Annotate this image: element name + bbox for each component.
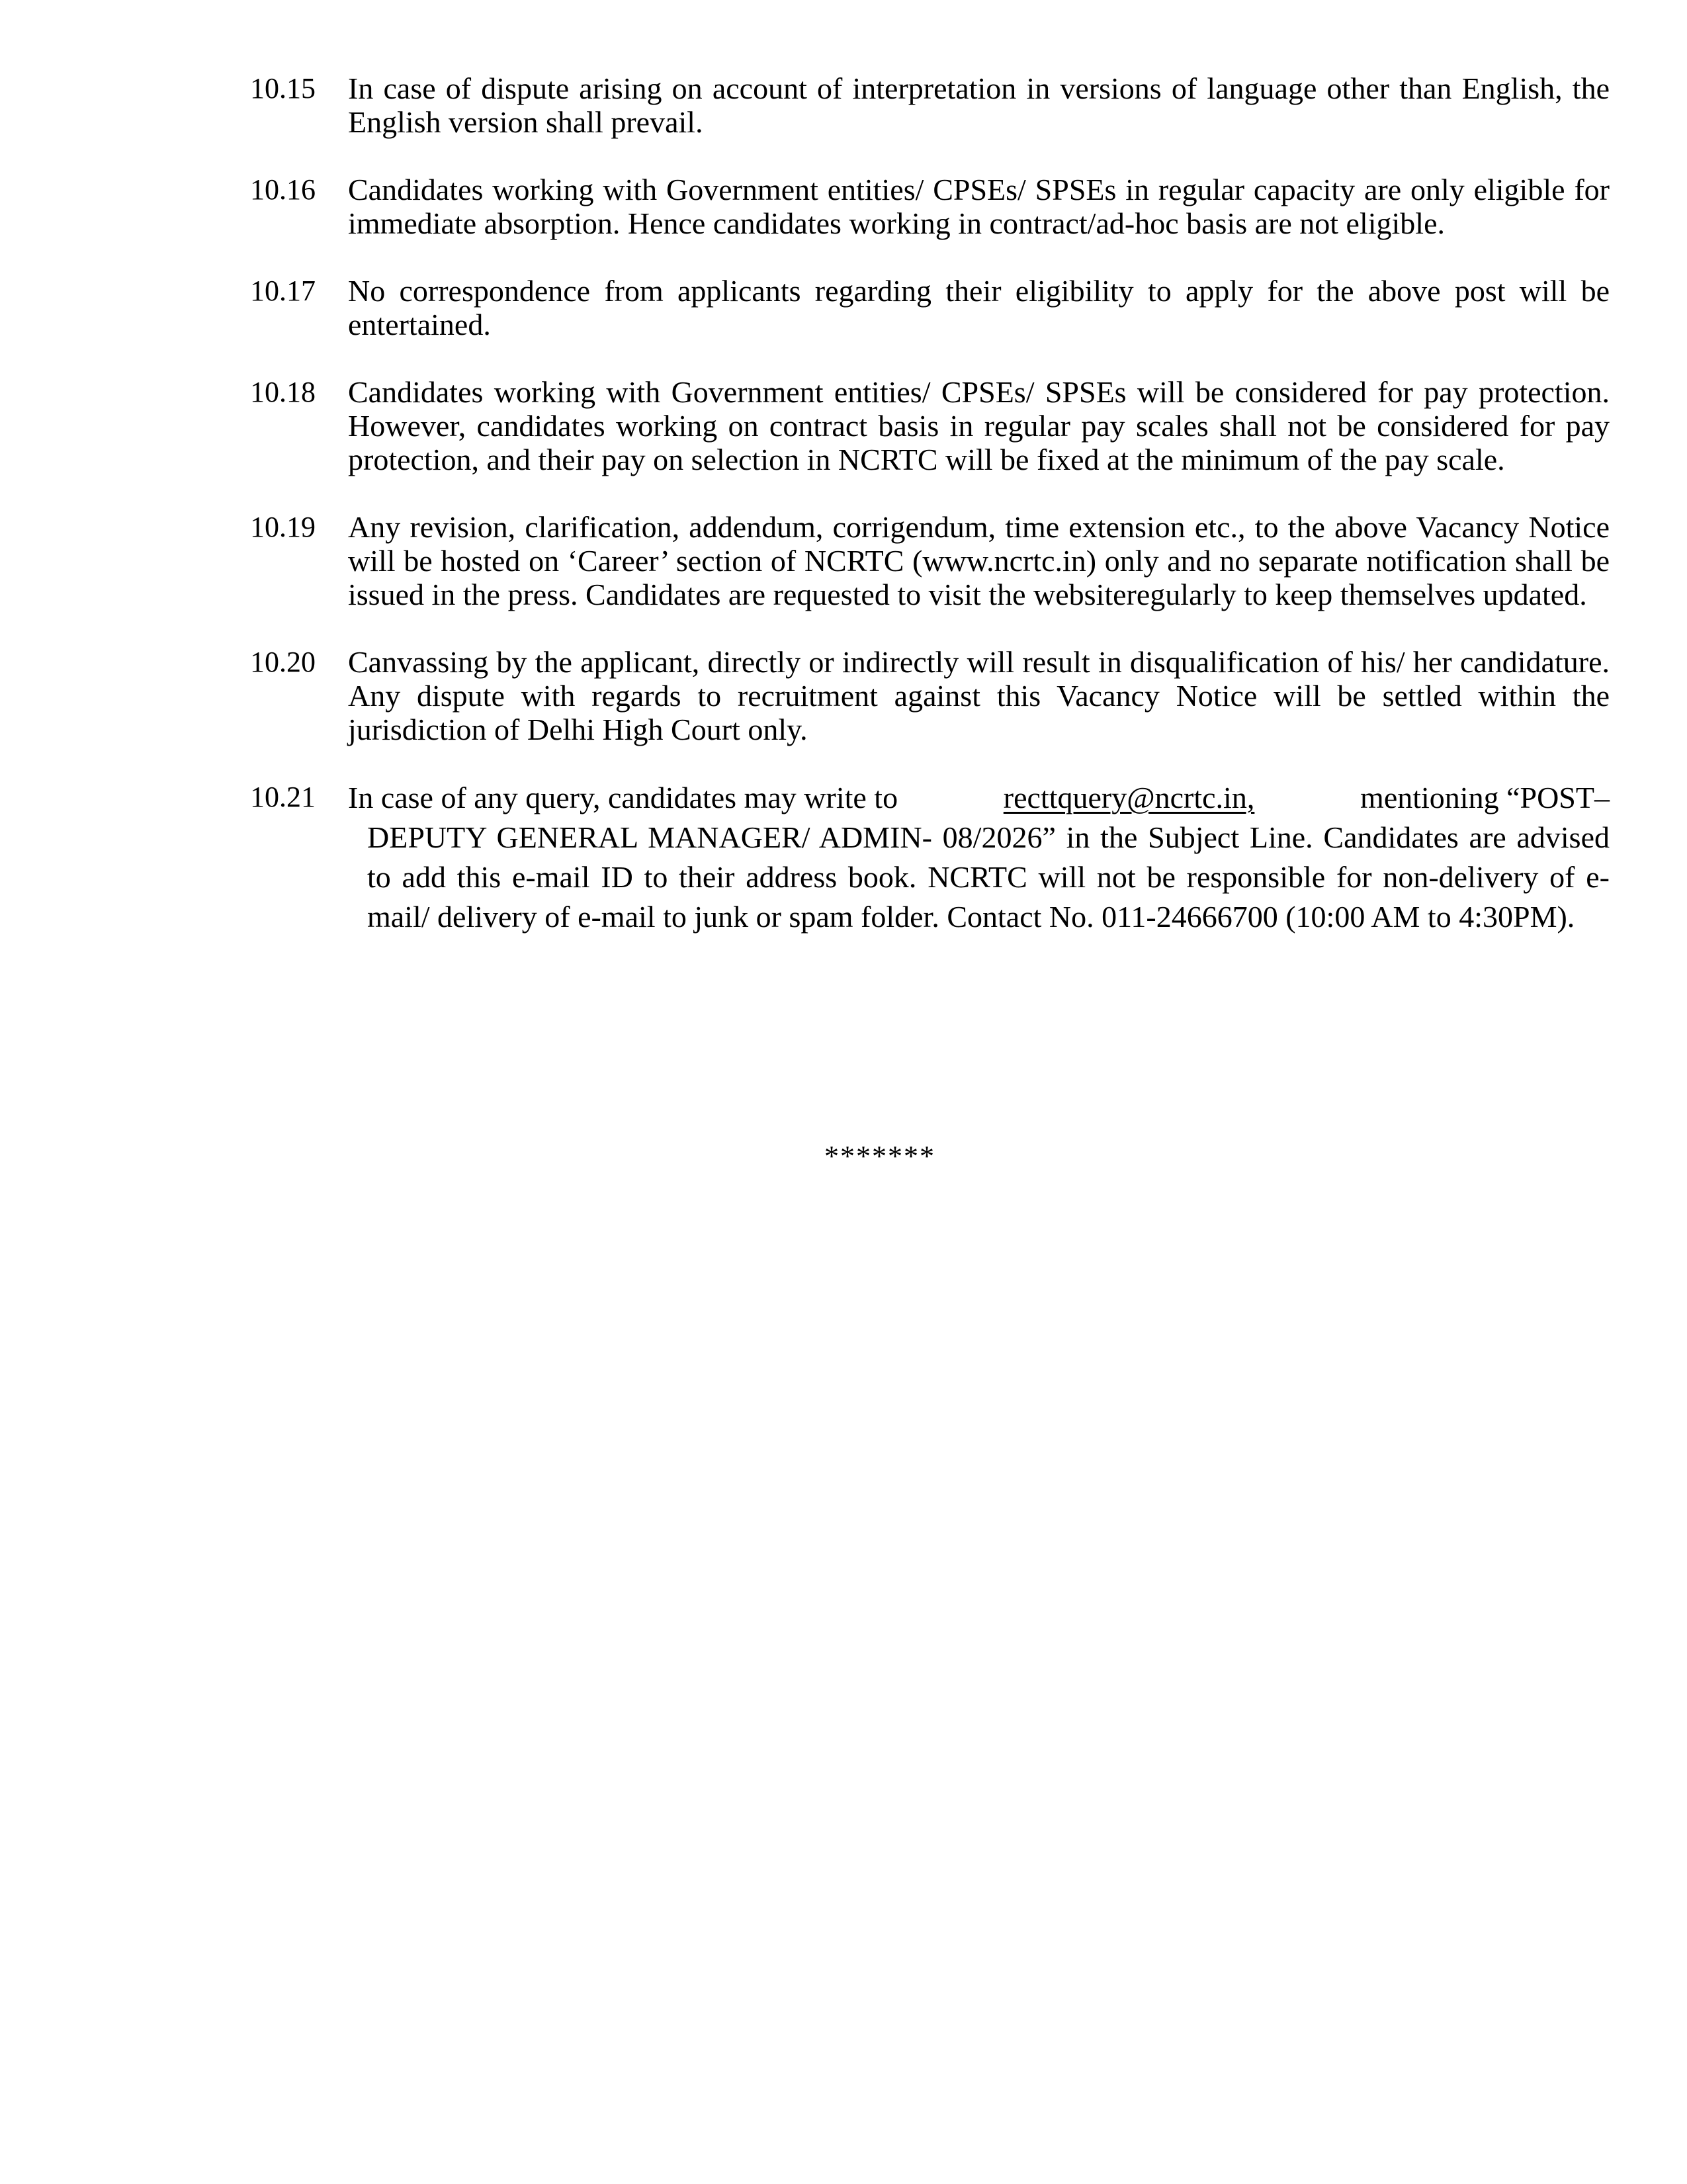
clause-text: Canvassing by the applicant, directly or indirectly will result in disqualification of his/ her candidature. Any dispute with regards to recruitment against this Vacancy Notice will be settled within the jurisdiction of Delhi High Court only. xyxy=(348,645,1610,746)
clause-number: 10.15 xyxy=(250,72,316,105)
clause-10-17 xyxy=(250,274,1610,341)
clause-text: In case of dispute arising on account of interpretation in versions of language other than English, the English version shall prevail. xyxy=(348,71,1610,139)
clause-text xyxy=(348,778,1610,937)
clause-number: 10.21 xyxy=(250,781,316,813)
end-of-document-marker: ******* xyxy=(824,1140,935,1172)
clause-text: Any revision, clarification, addendum, corrigendum, time extension etc., to the above Vacancy Notice will be hosted on ‘Career’ section of NCRTC (www.ncrtc.in) only and no separate notification shall be issued in the press. Candidates are requested to visit the websiteregularly to keep themselves updated. xyxy=(348,510,1610,611)
clause-10-15 xyxy=(250,71,1610,139)
clause-10-20 xyxy=(250,645,1610,746)
clause-after-email-text: mentioning “POST– xyxy=(1352,781,1610,814)
clause-text: Candidates working with Government entities/ CPSEs/ SPSEs in regular capacity are only eligible for immediate absorption. Hence candidates working in contract/ad-hoc basis are not eligible. xyxy=(348,173,1610,240)
clause-rest-text: DEPUTY GENERAL MANAGER/ ADMIN- 08/2026” in the Subject Line. Candidates are advised to add this e-mail ID to their address book. NCRTC will not be responsible for non-delivery of e- mail/ delivery of e-mail to junk or spam folder. Contact No. 011-24666700 (10:00 AM to 4:30PM). xyxy=(367,820,1610,934)
clause-10-21 xyxy=(250,780,1610,937)
clause-10-18 xyxy=(250,375,1610,476)
clause-first-line xyxy=(348,778,1610,818)
clause-number: 10.20 xyxy=(250,646,316,678)
clause-number: 10.16 xyxy=(250,173,316,206)
clause-lead-text: In case of any query, candidates may write to xyxy=(348,781,906,814)
clause-number: 10.19 xyxy=(250,511,316,543)
clause-text: No correspondence from applicants regarding their eligibility to apply for the above post will be entertained. xyxy=(348,274,1610,341)
clause-number: 10.18 xyxy=(250,376,316,408)
clause-number: 10.17 xyxy=(250,275,316,307)
clause-10-16 xyxy=(250,173,1610,240)
clause-list xyxy=(250,71,1610,937)
clause-text: Candidates working with Government entities/ CPSEs/ SPSEs will be considered for pay protection. However, candidates working on contract basis in regular pay scales shall not be considered for pay protection, and their pay on selection in NCRTC will be fixed at the minimum of the pay scale. xyxy=(348,375,1610,476)
email-link[interactable]: recttquery@ncrtc.in, xyxy=(1003,781,1255,814)
clause-10-19 xyxy=(250,510,1610,611)
